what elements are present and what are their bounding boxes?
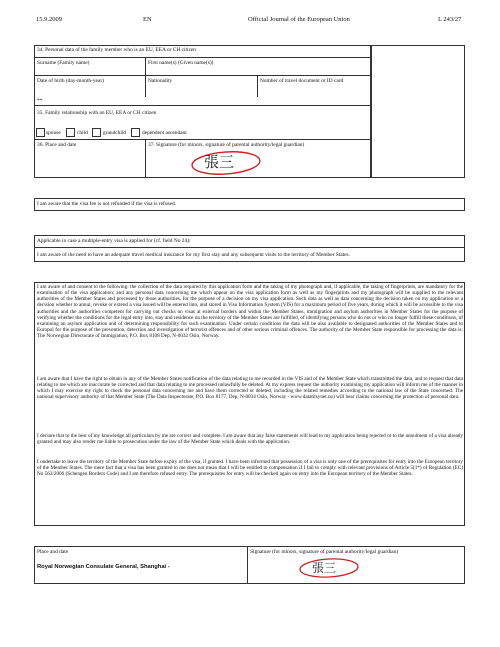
- multi-entry-text: I am aware of the need to have an adequate travel medical insurance for my first stay and any subsequent visits to the territory of Member States.: [37, 252, 350, 258]
- option-grandchild-label: grandchild: [103, 130, 127, 136]
- visa-fee-notice: I am aware that the visa fee is not refunded if the visa is refused.: [37, 201, 177, 207]
- declaration-paragraph-1: I am aware of and consent to the following: the collection of the data required by this application form and the taking of my photograph and, if applicable, the taking of fingerprints, are mandatory for the examination of the visa application; and any personal data concerning me which appear on the visa application form as well as my fingerprints and my photograph will be supplied to the relevant authorities of the Member States and processed by those authorities, for the purpose of a decision on my visa application. Such data as well as data concerning the decision taken on my application or a decision whether to annul, revoke or extend a visa issued will be entered into, and stored in Visa Information System (VIS) for a maximum period of five years, during which it will be accessible to the visa authorities and the authorities competent for carrying out checks on visas at external borders and within the Member States, immigration and asylum authorities in Member States for the purpose of verifying whether the conditions for the legal entry into, stay and residence on the territory of the Member States are fulfilled, of identifying persons who do not or who no longer fulfill these conditions, of examining an asylum application and of determining responsibility for such examination. Under certain conditions the data will be also available to designated authorities of the Member States and to Europol for the purpose of the prevention, detection and investigation of terrorist offences and of other serious criminal offences. The authority of the Member State responsible for processing the data is: The Norwegian Directorate of Immigration, P.O. Box 8108 Dep, N-0032 Oslo, Norway.: [37, 284, 463, 340]
- option-spouse-label: spouse: [46, 130, 61, 136]
- bottom-place-value: Royal Norwegian Consulate General, Shanghai -: [37, 564, 170, 570]
- checkbox-grandchild[interactable]: [92, 128, 101, 137]
- option-child-label: child: [77, 130, 88, 136]
- nationality-label: Nationality: [148, 78, 173, 84]
- header-lang: EN: [143, 16, 152, 23]
- empty-right-column: [371, 45, 465, 178]
- first-names-label: First name(s) (Given name(s)): [148, 60, 214, 66]
- travel-document-label: Number of travel document or ID card: [260, 78, 344, 84]
- checkbox-dependent-ascendant[interactable]: [131, 128, 140, 137]
- checkbox-child[interactable]: [66, 128, 75, 137]
- surname-label: Surname (Family name): [37, 60, 90, 66]
- header-page-ref: L 243/27: [438, 16, 462, 23]
- section-36-title: 36. Place and date: [37, 142, 77, 148]
- bottom-place-date-label: Place and date: [37, 549, 69, 555]
- bottom-signature-label: Signature (for minors, signature of parental authority/legal guardian): [250, 549, 399, 555]
- section-35-title: 35. Family relationship with an EU, EEA or CH citizen: [37, 110, 157, 116]
- checkbox-spouse[interactable]: [36, 128, 45, 137]
- stars-note: **: [37, 98, 43, 104]
- declaration-paragraph-3: I declare that to the best of my knowledge all particulars by me are correct and complete. I am aware that any false statements will lead to my application being rejected or to the annulment of a visa already granted and may also render me liable to prosecution under the law of the Member State which deals with the application.: [37, 433, 463, 446]
- declaration-paragraph-4: I undertake to leave the territory of the Member State before expiry of the visa, if granted. I have been informed that possession of a visa is only one of the prerequisites for entry into the European territory of the Member States. The mere fact that a visa has been granted to me does not mean that I will be entitled to compensation if I fail to comply with relevant provisions of Article 5(1*) of Regulation (EC) No 562/2006 (Schengen Borders Code) and I am therefore refused entry. The prerequisites for entry will be checked again on entry into the European territory of the Member States.: [37, 459, 463, 478]
- signature-top: 張三: [204, 153, 235, 171]
- declaration-paragraph-2: I am aware that I have the right to obtain in any of the Member States notification of the data relating to me recorded in the VIS and of the Member State which transmitted the data, and to request that data relating to me which are inaccurate be corrected and that data relating to me processed unlawfully be deleted. At my express request the authority examining my application will inform me of the manner in which I may exercise my right to check the personal data concerning me and have them corrected or deleted, including the related remedies according to the national law of the State concerned. The national supervisory authority of that Member State (The Data Inspectorate, P.O. Box 8177, Dep, N-0034 Oslo, Norway - www.datatilsynet.no) will hear claims concerning the protection of personal data.: [37, 376, 463, 401]
- option-dependent-ascendant-label: dependent ascendant: [142, 130, 187, 136]
- section-37-title: 37. Signature (for minors, signature of parental authority/legal guardian): [148, 142, 305, 148]
- multi-entry-title: Applicable in case a multiple-entry visa is applied for (cf. field No 24):: [37, 238, 191, 244]
- dob-label: Date of birth (day-month-year): [37, 78, 104, 84]
- signature-bottom: 張三: [312, 561, 337, 575]
- section-34-title: 34. Personal data of the family member who is an EU, EEA or CH citizen: [37, 47, 196, 53]
- header-date: 15.9.2009: [36, 16, 62, 23]
- header-journal-title: Official Journal of the European Union: [248, 16, 350, 23]
